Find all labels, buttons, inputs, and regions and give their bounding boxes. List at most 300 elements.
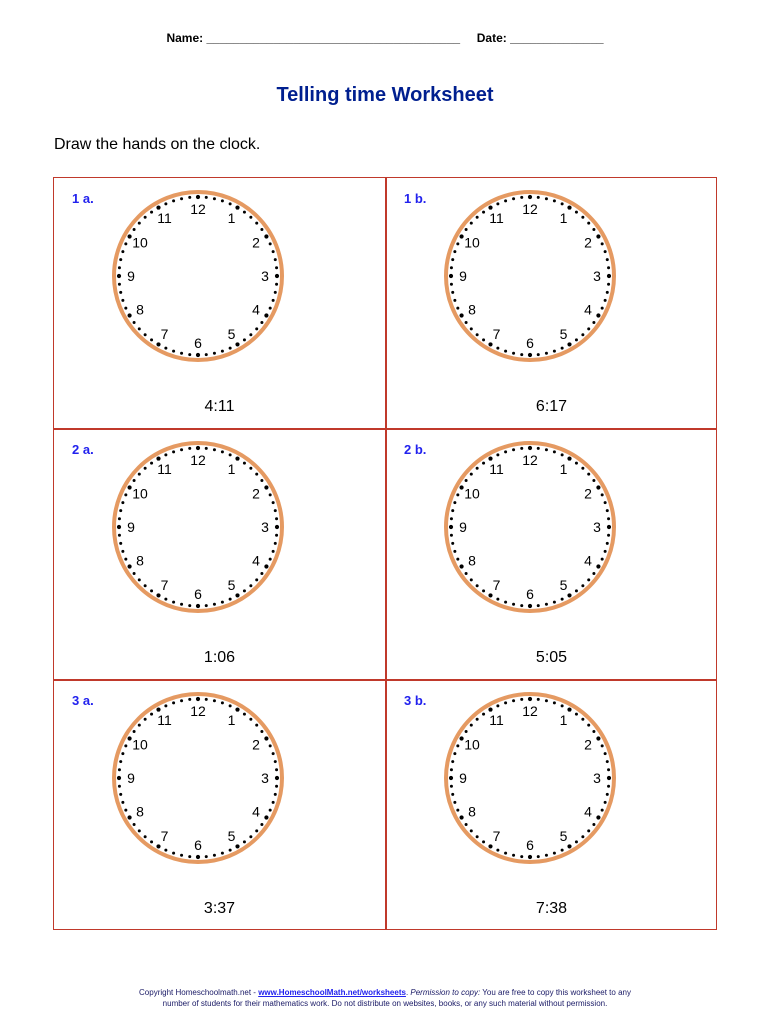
clock-number: 4 [252,803,260,820]
minute-tick [453,752,456,755]
minute-tick [272,250,275,253]
clock-grid [53,177,717,930]
minute-tick [196,353,200,357]
clock-number: 4 [584,552,592,569]
clock-face[interactable] [440,437,620,617]
minute-tick [229,598,232,601]
minute-tick [596,313,600,317]
minute-tick [205,196,208,199]
minute-tick [607,785,610,788]
clock-number: 4 [584,803,592,820]
minute-tick [587,222,590,225]
minute-tick [545,603,548,606]
minute-tick [127,564,131,568]
minute-tick [243,211,246,214]
minute-tick [117,776,121,780]
minute-tick [504,701,507,704]
minute-tick [275,274,279,278]
minute-tick [601,744,604,747]
minute-tick [127,234,131,238]
minute-tick [269,307,272,310]
clock-number: 7 [492,577,501,594]
minute-tick [180,854,183,857]
minute-tick [221,601,224,604]
minute-tick [465,730,468,733]
minute-tick [520,604,523,607]
minute-tick [274,291,277,294]
minute-tick [213,854,216,857]
clock-face[interactable] [108,688,288,868]
minute-tick [205,698,208,701]
minute-tick [164,704,167,707]
minute-tick [205,447,208,450]
minute-tick [150,462,153,465]
minute-tick [537,698,540,701]
minute-tick [482,462,485,465]
minute-tick [601,242,604,245]
minute-tick [196,446,200,450]
minute-tick [456,242,459,245]
clock-number: 1 [559,460,568,477]
minute-tick [456,809,459,812]
footer-line-2: number of students for their mathematics work. Do not distribute on websites, books, or any such material without permission. [162,999,608,1008]
minute-tick [150,713,153,716]
clock-number: 3 [261,519,269,535]
problem-label: 2 b. [404,442,427,457]
minute-tick [249,835,252,838]
minute-tick [592,572,595,575]
footer-separator: . [405,988,411,997]
minute-tick [504,601,507,604]
minute-tick [275,517,278,520]
minute-tick [450,534,453,537]
minute-tick [121,250,124,253]
minute-tick [482,840,485,843]
minute-tick [449,776,453,780]
clock-number: 10 [132,736,148,753]
clock-number: 8 [468,803,476,820]
minute-tick [164,202,167,205]
minute-tick [133,823,136,826]
minute-tick [275,785,278,788]
minute-tick [456,558,459,561]
minute-tick [117,525,121,529]
minute-tick [269,493,272,496]
minute-tick [592,730,595,733]
minute-tick [504,450,507,453]
target-time: 5:05 [535,649,568,666]
minute-tick [196,195,200,199]
minute-tick [607,517,610,520]
minute-tick [496,598,499,601]
minute-tick [456,744,459,747]
minute-tick [459,736,463,740]
minute-tick [537,196,540,199]
minute-tick [607,266,610,269]
minute-tick [180,352,183,355]
minute-tick [561,202,564,205]
minute-tick [264,234,268,238]
name-line[interactable]: ______________________________________ [206,31,461,45]
instructions: Draw the hands on the clock. [54,136,261,153]
minute-tick [172,350,175,353]
minute-tick [260,730,263,733]
minute-tick [606,258,609,261]
minute-tick [275,266,278,269]
minute-tick [150,211,153,214]
minute-tick [121,550,124,553]
problem-cell [386,680,717,931]
minute-tick [545,197,548,200]
clock-number: 10 [132,234,148,251]
minute-tick [264,815,268,819]
minute-tick [606,793,609,796]
minute-tick [221,852,224,855]
minute-tick [451,291,454,294]
minute-tick [553,199,556,202]
minute-tick [272,501,275,504]
minute-tick [504,852,507,855]
minute-tick [581,467,584,470]
permission-text: You are free to copy this worksheet to any [480,988,631,997]
minute-tick [482,338,485,341]
minute-tick [133,730,136,733]
minute-tick [164,453,167,456]
minute-tick [465,479,468,482]
minute-tick [575,713,578,716]
homeschoolmath-link[interactable]: www.HomeschoolMath.net/worksheets [258,988,406,997]
minute-tick [528,604,532,608]
clock-number: 10 [464,736,480,753]
copyright-text: Copyright Homeschoolmath.net - [139,988,259,997]
minute-tick [264,485,268,489]
minute-tick [229,202,232,205]
minute-tick [561,453,564,456]
minute-tick [470,222,473,225]
minute-tick [561,598,564,601]
minute-tick [260,228,263,231]
minute-tick [274,542,277,545]
clock-number: 1 [227,460,236,477]
minute-tick [601,307,604,310]
minute-tick [592,479,595,482]
minute-tick [221,199,224,202]
minute-tick [188,604,191,607]
minute-tick [188,698,191,701]
minute-tick [213,603,216,606]
minute-tick [606,542,609,545]
minute-tick [255,578,258,581]
minute-tick [133,479,136,482]
minute-tick [450,785,453,788]
minute-tick [221,701,224,704]
minute-tick [229,453,232,456]
minute-tick [476,584,479,587]
minute-tick [264,736,268,740]
minute-tick [553,350,556,353]
minute-tick [528,446,532,450]
minute-tick [496,202,499,205]
minute-tick [188,447,191,450]
clock-number: 11 [157,711,172,728]
clock-number: 10 [132,485,148,502]
minute-tick [264,313,268,317]
minute-tick [119,760,122,763]
minute-tick [118,534,121,537]
minute-tick [450,283,453,286]
minute-tick [553,601,556,604]
clock-number: 11 [489,460,504,477]
clock-number: 5 [227,577,236,594]
minute-tick [453,550,456,553]
minute-tick [269,809,272,812]
problem-label: 2 a. [72,442,94,457]
name-date-header [0,31,770,45]
minute-tick [470,724,473,727]
minute-tick [180,603,183,606]
minute-tick [243,338,246,341]
minute-tick [156,342,160,346]
minute-tick [164,347,167,350]
minute-tick [451,760,454,763]
minute-tick [470,578,473,581]
minute-tick [451,542,454,545]
minute-tick [235,342,239,346]
minute-tick [255,829,258,832]
minute-tick [606,760,609,763]
clock-number: 11 [489,711,504,728]
minute-tick [528,697,532,701]
minute-tick [587,473,590,476]
name-label: Name: [166,31,204,45]
minute-tick [269,744,272,747]
clock-number: 5 [559,828,568,845]
minute-tick [138,222,141,225]
minute-tick [127,736,131,740]
clock-number: 3 [593,519,601,535]
minute-tick [275,525,279,529]
minute-tick [235,593,239,597]
minute-tick [575,589,578,592]
minute-tick [604,250,607,253]
minute-tick [121,299,124,302]
minute-tick [476,333,479,336]
clock-number: 4 [584,301,592,318]
minute-tick [470,327,473,330]
minute-tick [124,242,127,245]
minute-tick [567,342,571,346]
permission-label: Permission to copy: [410,988,481,997]
minute-tick [124,558,127,561]
minute-tick [604,801,607,804]
minute-tick [275,534,278,537]
minute-tick [581,835,584,838]
minute-tick [119,291,122,294]
clock-number: 11 [157,460,172,477]
minute-tick [575,211,578,214]
minute-tick [496,849,499,852]
minute-tick [449,274,453,278]
minute-tick [592,321,595,324]
minute-tick [164,849,167,852]
clock-number: 9 [459,770,467,786]
target-time: 1:06 [203,649,236,666]
minute-tick [138,829,141,832]
minute-tick [604,550,607,553]
minute-tick [260,823,263,826]
minute-tick [274,793,277,796]
minute-tick [249,216,252,219]
minute-tick [260,572,263,575]
clock-number: 12 [522,452,538,468]
minute-tick [520,196,523,199]
minute-tick [587,829,590,832]
page-title: Telling time Worksheet [276,84,494,106]
clock-number: 6 [194,335,202,351]
minute-tick [465,321,468,324]
minute-tick [275,768,278,771]
minute-tick [144,216,147,219]
minute-tick [235,707,239,711]
minute-tick [607,283,610,286]
minute-tick [180,699,183,702]
minute-tick [512,197,515,200]
minute-tick [604,752,607,755]
minute-tick [476,835,479,838]
minute-tick [255,327,258,330]
minute-tick [180,197,183,200]
minute-tick [243,840,246,843]
minute-tick [272,752,275,755]
minute-tick [453,501,456,504]
minute-tick [196,604,200,608]
minute-tick [482,211,485,214]
clock-number: 2 [252,485,260,502]
clock-number: 9 [127,268,135,284]
clock-face[interactable] [108,186,288,366]
minute-tick [235,456,239,460]
date-label: Date: [476,31,507,45]
minute-tick [592,228,595,231]
minute-tick [476,216,479,219]
clock-face[interactable] [108,437,288,617]
minute-tick [180,448,183,451]
minute-tick [581,718,584,721]
minute-tick [545,854,548,857]
minute-tick [127,313,131,317]
minute-tick [172,701,175,704]
minute-tick [144,333,147,336]
minute-tick [488,844,492,848]
target-time: 4:11 [204,398,235,415]
clock-number: 3 [261,268,269,284]
clock-number: 6 [526,335,534,351]
minute-tick [567,205,571,209]
minute-tick [118,785,121,788]
problem-cell [386,429,717,680]
minute-tick [188,353,191,356]
minute-tick [150,840,153,843]
minute-tick [229,849,232,852]
minute-tick [138,327,141,330]
problem-label: 1 a. [72,191,94,206]
minute-tick [249,718,252,721]
minute-tick [596,815,600,819]
clock-face[interactable] [440,186,620,366]
clock-face[interactable] [440,688,620,868]
minute-tick [601,809,604,812]
date-line[interactable]: ______________ [510,31,604,45]
minute-tick [596,234,600,238]
minute-tick [133,228,136,231]
clock-number: 3 [593,268,601,284]
clock-number: 7 [160,828,169,845]
minute-tick [512,854,515,857]
minute-tick [229,347,232,350]
minute-tick [275,776,279,780]
clock-number: 7 [160,326,169,343]
minute-tick [520,698,523,701]
minute-tick [488,593,492,597]
minute-tick [119,793,122,796]
clock-number: 2 [584,485,592,502]
minute-tick [450,266,453,269]
minute-tick [172,852,175,855]
minute-tick [561,849,564,852]
minute-tick [260,321,263,324]
minute-tick [601,558,604,561]
target-time: 3:37 [203,900,236,917]
minute-tick [596,485,600,489]
minute-tick [451,509,454,512]
minute-tick [138,473,141,476]
minute-tick [601,493,604,496]
minute-tick [172,199,175,202]
minute-tick [133,572,136,575]
minute-tick [496,453,499,456]
minute-tick [121,752,124,755]
minute-tick [567,844,571,848]
minute-tick [121,801,124,804]
minute-tick [127,815,131,819]
minute-tick [221,450,224,453]
minute-tick [512,603,515,606]
minute-tick [459,234,463,238]
minute-tick [150,338,153,341]
minute-tick [272,299,275,302]
clock-number: 2 [252,736,260,753]
clock-number: 11 [489,209,504,226]
minute-tick [459,313,463,317]
clock-number: 2 [252,234,260,251]
problem-cell [54,680,385,931]
clock-number: 9 [459,268,467,284]
minute-tick [272,801,275,804]
minute-tick [450,768,453,771]
minute-tick [124,809,127,812]
minute-tick [553,852,556,855]
minute-tick [249,467,252,470]
minute-tick [121,501,124,504]
clock-number: 8 [468,552,476,569]
minute-tick [545,352,548,355]
minute-tick [459,564,463,568]
clock-number: 7 [160,577,169,594]
minute-tick [255,222,258,225]
minute-tick [221,350,224,353]
minute-tick [144,584,147,587]
minute-tick [127,485,131,489]
